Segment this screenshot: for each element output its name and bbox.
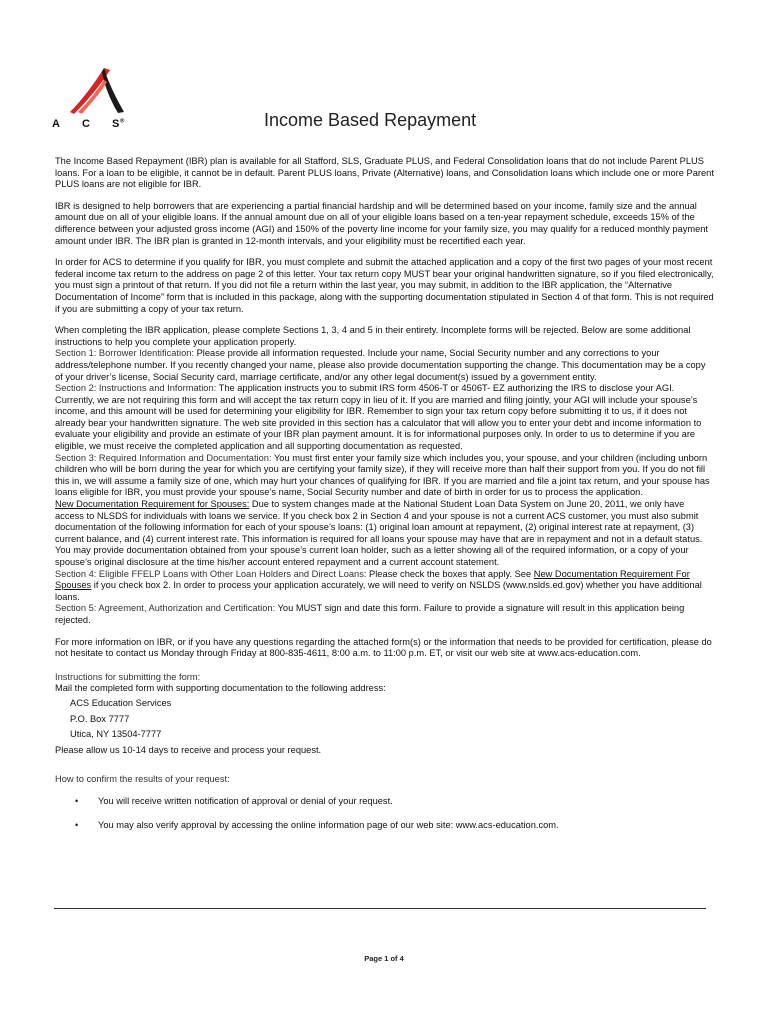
page-number: Page 1 of 4 [364, 954, 404, 963]
section-heading: Section 4: Eligible FFELP Loans with Other Loan Holders and Direct Loans: [55, 568, 367, 579]
instructions-heading: Instructions for submitting the form: [55, 671, 201, 682]
footer-divider [54, 908, 706, 909]
section-text: Please provide all information requested. Include your name, Social Security number and any corrections to your address/telephone number. If you recently changed your name, please also provide documentation supporting the change. This documentation may be a copy of your driver’s license, Social Security card, marriage certificate, and/or any other legal document(s) issued by a government entity. [55, 348, 706, 382]
section-5-instructions [55, 603, 715, 626]
acs-logo [52, 66, 142, 132]
completion-paragraph: When completing the IBR application, please complete Sections 1, 3, 4 and 5 in their entirety. Incomplete forms will be rejected. Below are some additional instructions to help you complete your application properly. [55, 325, 691, 347]
more-info-paragraph: For more information on IBR, or if you have any questions regarding the attached form(s) or the information that needs to be provided for certification, please do not hesitate to contact us Monday through Friday at 800-835-4611, 8:00 a.m. to 11:00 p.m. ET, or visit our web site at www.acs-education.com. [55, 636, 712, 659]
spouse-requirement-link[interactable]: New Documentation Requirement For Spouses [55, 568, 690, 591]
list-item [55, 796, 715, 808]
section-4-instructions [55, 569, 715, 604]
list-item [55, 820, 715, 832]
bullet-text: You will receive written notification of approval or denial of your request. [98, 795, 393, 806]
spouse-documentation-note [55, 499, 715, 569]
section-heading: Section 3: Required Information and Documentation: [55, 452, 272, 463]
section-heading: Section 1: Borrower Identification: [55, 348, 195, 359]
section-heading: Section 5: Agreement, Authorization and Certification: [55, 603, 276, 614]
section-text: if you check box 2. In order to process your application accurately, we will need to verify on NSLDS (www.nslds.ed.gov) whether you have additional loans. [55, 580, 702, 602]
logo-letter-s: S [112, 118, 120, 130]
section-text: Please check the boxes that apply. See [366, 568, 534, 579]
section-text: Due to system changes made at the National Student Loan Data System on June 20, 2011, we only have access to NLSDS for individuals with loans we service. If you check box 2 in Section 4 and your spouse is not a current ACS customer, you must also submit documentation of the following information for each of your spouse’s loans: (1) original loan amount at repayment, (2) original interest rate at repayment, (3) current balance, and (4) current interest rate. This information is required for all loans your spouse may have that are in repayment and not in a default status. You may provide documentation obtained from your spouse’s current loan holder, such as a letter showing all of the required information, or a copy of your spouse’s original disclosure at the time his/her account entered repayment and a current account statement. [55, 499, 703, 567]
bullet-icon: • [75, 795, 79, 806]
bullet-icon: • [75, 819, 79, 830]
logo-wordmark [52, 118, 124, 130]
logo-letter-c: C [82, 118, 90, 130]
address-line: ACS Education Services [70, 697, 172, 708]
section-2-instructions [55, 383, 715, 453]
intro-paragraph: The Income Based Repayment (IBR) plan is available for all Stafford, SLS, Graduate PLUS, and Federal Consolidation loans that do not include Parent PLUS loans. For a loan to be eligible, it cannot be in default. Parent PLUS loans, Private (Alternative) loans, and Consolidation loans which include one or more Parent PLUS loans are not eligible for IBR. [55, 156, 714, 190]
section-text: You must first enter your family size which includes you, your spouse, and your children (including unborn children who will be born during the year for which you are certifying your family size), if they will receive more than half their support from you. If you do not fill this in, we will assume a family size of one, which may hurt your chances of qualifying for IBR. If you are married and file a joint tax return, and your spouse has loans eligible for IBR, you must provide your spouse’s name, Social Security number and date of birth in order for us to process the application. [55, 452, 710, 498]
processing-time: Please allow us 10-14 days to receive and process your request. [55, 744, 322, 755]
bullet-text: You may also verify approval by accessing the online information page of our web site: www.acs-education.com. [98, 819, 559, 830]
section-text: You MUST sign and date this form. Failure to provide a signature will result in this application being rejected. [55, 603, 685, 625]
logo-letter-a: A [52, 118, 60, 130]
document-body [55, 156, 715, 831]
section-3-instructions [55, 453, 715, 499]
address-line: P.O. Box 7777 [70, 713, 130, 724]
mail-instruction: Mail the completed form with supporting documentation to the following address: [55, 683, 386, 694]
acs-swoosh-icon [64, 66, 126, 116]
qualification-paragraph: In order for ACS to determine if you qualify for IBR, you must complete and submit the attached application and a copy of the first two pages of your most recent federal income tax return to the address on page 2 of this letter. Your tax return copy MUST bear your original handwritten signature, so if you filed electronically, you must sign a printout of that return. If you did not file a return within the last year, you may submit, in addition to the IBR application, the “Alternative Documentation of Income” form that is included in this package, along with the supporting documentation stipulated in Section 4 of that form. This is not required if you are submitting a copy of your tax return. [55, 257, 714, 314]
ibr-description-paragraph: IBR is designed to help borrowers that are experiencing a partial financial hardship and will be determined based on your income, family size and the annual amount due on all of your eligible loans. If the annual amount due on all of your eligible loans based on a ten-year repayment schedule, exceeds 15% of the difference between your adjusted gross income (AGI) and 150% of the poverty line income for your family size, you may qualify for a reduced monthly payment amount under IBR. The IBR plan is granted in 12-month intervals, and your eligibility must be recertified each year. [55, 200, 709, 246]
page-title: Income Based Repayment [264, 110, 477, 130]
confirm-heading: How to confirm the results of your request: [55, 774, 230, 785]
logo-trademark: ® [120, 118, 125, 125]
spouse-requirement-link[interactable]: New Documentation Requirement for Spouses: [55, 499, 250, 510]
address-line: Utica, NY 13504-7777 [70, 729, 162, 740]
section-1-instructions [55, 348, 715, 383]
section-heading: Section 2: Instructions and Information: [55, 383, 217, 394]
section-text: The application instructs you to submit IRS form 4506-T or 4506T- EZ authorizing the IRS to disclose your AGI. Currently, we are not requiring this form and will accept the tax return copy in lieu of it. If you are married and filing jointly, your AGI will include your spouse’s income, and this amount will be used for determining your eligibility for IBR. Remember to sign your tax return copy before submitting it to us, if it does not already bear your handwritten signature. The web site provided in this section has a calculator that will allow you to enter your debt and income information to evaluate your eligibility and provide an estimate of your IBR plan payment amount. It is for informational purposes only. In order to us to determine if you are eligible, we must receive the completed application and all supporting documentation as requested. [55, 383, 702, 452]
